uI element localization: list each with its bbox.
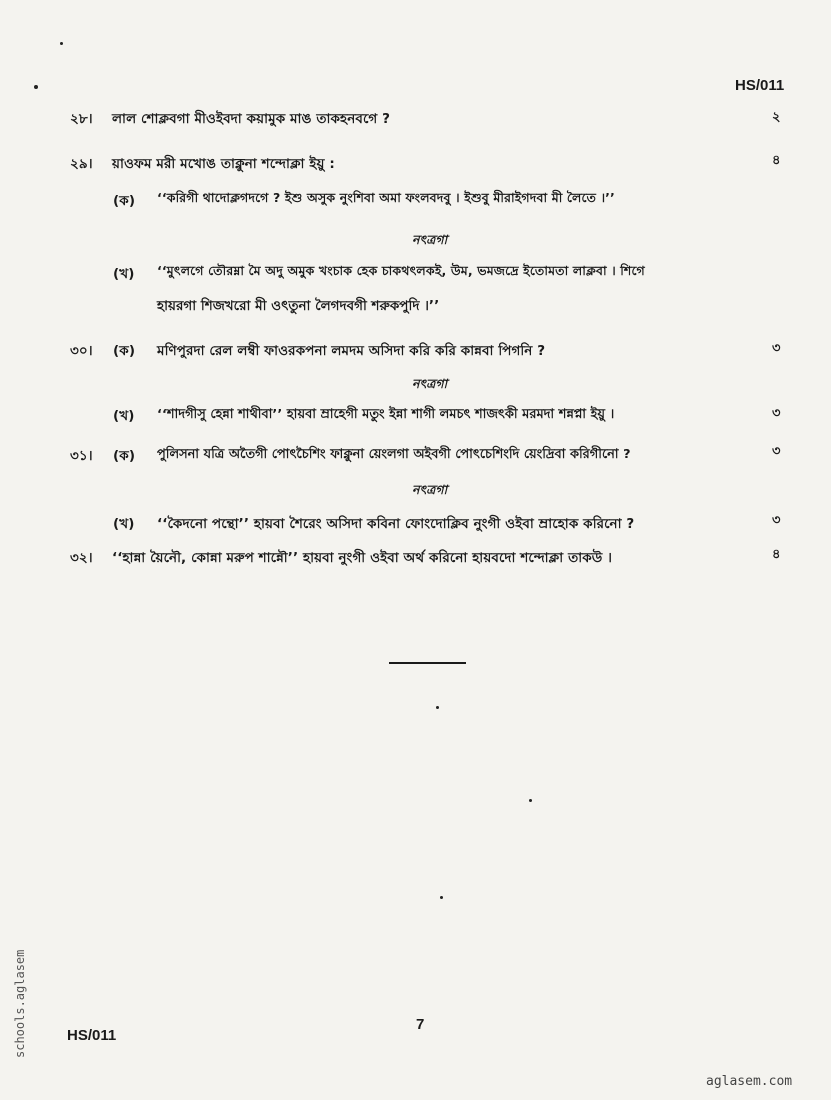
side-watermark: schools.aglasem: [13, 949, 27, 1058]
scan-speck: [60, 42, 63, 45]
question-text: লাল শোক্লবগা মীওইবদা কয়ামুক মাঙ তাকহনবগে ?: [112, 111, 391, 127]
page-number: 7: [416, 1016, 425, 1033]
scan-speck: [440, 896, 443, 899]
question-number: ২৮।: [70, 111, 93, 127]
question-number: ৩১।: [70, 448, 93, 464]
question-marks: ৩: [772, 341, 781, 356]
question-number: ৩০।: [70, 343, 93, 359]
question-text: মণিপুরদা রেল লম্বী ফাওরকপনা লমদম অসিদা করি করি কান্নবা পিগনি ?: [157, 343, 546, 359]
scan-speck: [529, 799, 532, 802]
question-marks: ৩: [772, 444, 781, 459]
scan-speck: [436, 706, 439, 709]
part-label: (ক): [113, 193, 136, 209]
part-label: (খ): [113, 408, 135, 424]
part-label: (খ): [113, 266, 135, 282]
question-number: ৩২।: [70, 550, 93, 566]
end-of-paper-rule: [389, 662, 466, 664]
part-text: ‘‘করিগী থাদোক্লগদগে ? ইশু অসুক নুংশিবা অমা ফংলবদবু । ইশুবু মীরাইগদবা মী লৈতে ।’’: [157, 190, 615, 205]
question-text: ‘‘শাদগীসু হেন্না শাথীবা’’ হায়বা ম্রাহেগী মতুং ইন্না শাগী লমচৎ শাজৎকী মরমদা শন্নপ্না ইয়ু ।: [157, 407, 615, 422]
part-text: ‘‘মুৎলগে তৌরম্না মৈ অদু অমুক খংচাক হেক চাকথৎলকই, উম, ভমজদ্রে ইতোমতা লাক্লবা । শিগে: [157, 263, 645, 278]
corner-watermark: aglasem.com: [706, 1074, 793, 1089]
paper-code-header: HS/011: [735, 77, 785, 94]
scan-speck: [34, 85, 38, 89]
question-marks: ৪: [772, 153, 781, 168]
part-label: (খ): [113, 516, 135, 532]
question-marks: ২: [772, 110, 781, 125]
question-marks: ৩: [772, 513, 781, 528]
question-text: য়াওফম মরী মখোঙ তাক্নুনা শন্দোক্লা ইয়ু :: [112, 156, 335, 172]
question-marks: ৪: [772, 547, 781, 562]
part-label: (ক): [113, 448, 136, 464]
or-separator: নৎত্রগা: [412, 376, 448, 391]
question-text: ‘‘হান্না য়ৈনৌ, কোন্না মরুপ শান্নৌ’’ হায়বা নুংগী ওইবা অর্থ করিনো হায়বদো শন্দোক্লা তাকউ ।: [112, 550, 613, 566]
question-text: ‘‘কৈদনো পন্থো’’ হায়বা শৈরেং অসিদা কবিনা ফোংদোক্লিব নুংগী ওইবা ম্রাহোক করিনো ?: [157, 516, 635, 532]
or-separator: নৎত্রগা: [412, 482, 448, 497]
or-separator: নৎত্রগা: [412, 232, 448, 247]
question-marks: ৩: [772, 406, 781, 421]
paper-code-footer: HS/011: [67, 1027, 117, 1044]
question-number: ২৯।: [70, 156, 93, 172]
question-text: পুলিসনা যত্রি অতৈগী পোৎচৈশিং ফাক্নুনা য়েংলগা অইবগী পোৎচেশিংদি য়েংদ্রিবা করিগীনো ?: [157, 447, 631, 462]
part-text-continued: হায়রগা শিজখরো মী ওৎতুনা লৈগদবগী শরুকপুদি ।’’: [157, 298, 440, 314]
part-label: (ক): [113, 343, 136, 359]
